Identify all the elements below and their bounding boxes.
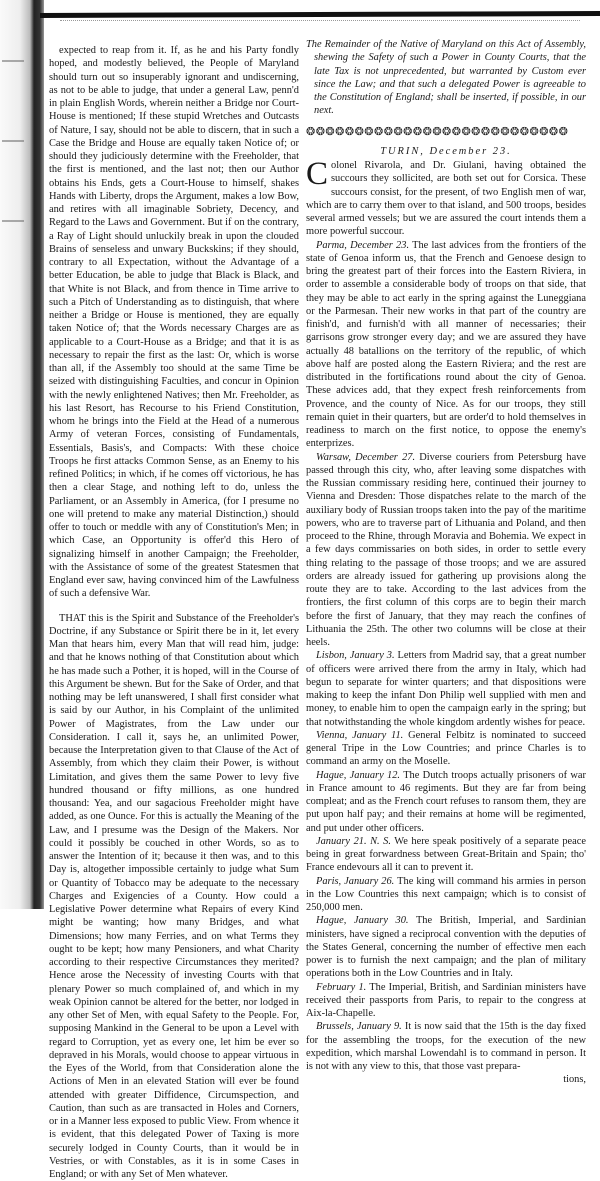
news-item: [306, 981, 586, 1021]
previous-page-fragment: [2, 60, 24, 62]
news-item: [306, 729, 586, 769]
top-border-rule: [40, 11, 600, 18]
news-dateline: January 21. N. S.: [316, 836, 391, 847]
news-item: [306, 239, 586, 451]
news-dateline: February 1.: [316, 982, 366, 993]
previous-page-fragment: [2, 220, 24, 222]
news-item: [306, 835, 586, 875]
news-body: General Felbitz is nominated to succeed general Tripe in the Low Countries; and prince Charles is to command an army on the Moselle.: [306, 730, 586, 768]
news-dateline: Warsaw, December 27.: [316, 452, 415, 463]
news-item-turin: [306, 159, 586, 239]
news-item: [306, 769, 586, 835]
news-dateline: Hague, January 12.: [316, 770, 400, 781]
news-body: The Dutch troops actually prisoners of war in France amount to 46 regiments. But they are far from being compleat; and as the French court refuses to ransom them, they are put upon half pay; and their remains at home will be regimented, and put under other officers.: [306, 770, 586, 834]
news-body: Diverse couriers from Petersburg have passed through this city, who, after leaving some dispatches with the Russian commissary residing here, continued their journey to Vienna and Dresden: Those dispatches relate to the march of the auxiliary body of Russian troops taken into the pay of the maritime powers, who are to traverse part of Lithuania and Poland, and then proceed to the Rhine, through Moravia and Bohemia. We expect in a few days commissaries on both sides, in order to settle every thing relating to the passage of those troops; and we are assured orders are already issued for gathering up provisions along the route they are to take. According to the last advices from the frontiers, the first column of this corps are to begin their march before the first of January, that they may reach the confines of Lithuania the 25th. The other two columns will be close at their heels.: [306, 452, 586, 649]
news-heading: TURIN, December 23.: [306, 145, 586, 158]
ornamental-divider: ❂❂❂❂❂❂❂❂❂❂❂❂❂❂❂❂❂❂❂❂❂❂❂❂❂❂❂: [306, 126, 586, 139]
news-item: [306, 451, 586, 650]
news-body: Letters from Madrid say, that a great number of officers were arrived there from the army in Italy, which had begun to separate for winter quarters; and that dispositions were making to keep the infant Don Philip well supplied with men and money, to enable him to open the campaign early in the spring; but that notwithstanding the whole kingdom ardently wishes for peace.: [306, 650, 586, 727]
essay-paragraph: THAT this is the Spirit and Substance of the Freeholder's Doctrine, if any Substance or Spirit there be in it, let every Man that hears him, every Man that will read him, judge: and that he knows nothing of that Constitution about which he has made such a Pother, it is hoped, will in the Course of this Argument be shewn. But for the Sake of Order, and that nothing may be left unanswered, I shall first consider what is said by our Author, in his Complaint of the unlimited Power of Magistrates, from the Law under our Consideration. I call it, says he, an unlimited Power, because the Interpretation given to that Clause of the Act of Assembly, from which they claim their Power, is without Limitation, and gives them the same Power to levy five hundred thousand or fifty millions, as one hundred thousand: Yea, and our sagacious Freeholder might have added, as one Ounce. For this is actually the Meaning of the Law, and I presume was the Design of the Makers. Nor could it possibly be couched in other Words, so as to answer the Intention of it; because it then was, and to this Day is, altogether impossible certainly to judge what Sum or Quantity of Tobacco may be adequate to the necessary Charges and Exigencies of a County. How could a Legislative Power determine what Repairs of every Kind might be wanting; how many Bridges, and what Dimensions; how many Ferries, and on what Terms they ought to be kept; how many Pensioners, and what Charity according to their respective Circumstances they merited? Hence arose the Necessity of investing Courts with that plenary Power so much complained of, and which in my weak Opinion cannot be altered for the better, nor lodged in any other Set of Men, with equal Safety to the People. For, supposing Mankind in the General to be upon a Level with regard to Corruption, yet as every one, let him be ever so depraved in his Morals, would choose to appear virtuous in the Eyes of the World, from that Consideration alone the Actions of Men in an elevated Station will ever be found attended with greater Diffidence, Circumspection, and Caution, than such as are transacted in Holes and Corners, or in a Manner less exposed to public View. From whence it is evident, that this delegated Power of Taxing is more securely lodged in County Courts, than it would be in Vestries, or with Constables, as it is in some Cases in England; or with any Set of Men whatever.: [49, 612, 299, 1181]
news-body: We here speak positively of a separate peace being in great forwardness between Great-Britain and Spain; tho' France endevours all it can to prevent it.: [306, 836, 586, 874]
editor-note: The Remainder of the Native of Maryland on this Act of Assembly, shewing the Safety of such a Power in County Courts, that the late Tax is not unprecedented, but warranted by Custom ever since the Law; and that such a delegated Power is agreeable to the Constitution of England; shall be inserted, if possible, in our next.: [306, 38, 586, 118]
right-column: [306, 38, 586, 1087]
catchword: tions,: [306, 1073, 586, 1086]
news-body: The Imperial, British, and Sardinian ministers have received their passports from Paris, to repair to the congress at Aix-la-Chapelle.: [306, 982, 586, 1020]
news-body: The king will command his armies in person in the Low Countries this next campaign; which is to consist of 250,000 men.: [306, 876, 586, 914]
drop-cap: C: [306, 160, 328, 188]
news-item: [306, 1020, 586, 1073]
news-dateline: Hague, January 30.: [316, 915, 409, 926]
news-dateline: Vienna, January 11.: [316, 730, 403, 741]
scan-noise: [60, 20, 580, 27]
news-body: olonel Rivarola, and Dr. Giulani, having obtained the succours they sollicited, are both set out for Corsica. These succours consist, for the present, of two English men of war, which are to carry them over to that island, and 500 troops, besides several armed vessels; but we are assured the court intends them a more powerful succour.: [306, 160, 586, 237]
news-body: The last advices from the frontiers of the state of Genoa inform us, that the French and Genoese design to bring the greatest part of their forces into the Eastern Riviera, in order to assemble a considerable body of troops on that side, that they may be able to act early in the spring against the Luneggiana or the Parmesan. Their new works in that part of the country are finish'd, and furnish'd with all manner of necessaries; their garrisons grow stronger every day; and we are assured they have actually 48 batallions on the territory of the republic, of which above half are posted along the Eastern Riviera; and the rest are distributed in the fortifications round about the city of Genoa. These advices add, that they expect fresh reinforcements from Provence, and the county of Nice. As for our troops, they still remain quiet in their quarters, but are order'd to hold themselves in readiness to march on the first notice, to oppose the enemy's enterprizes.: [306, 240, 586, 450]
essay-paragraph: expected to reap from it. If, as he and his Party fondly hoped, and modestly believed, the People of Maryland should turn out so insuperably ignorant and undiscerning, as not to be able to judge, that under a general Law, penn'd in plain English Words, wherein neither a Bridge nor Court-House is mentioned; If these stupid Wretches and Outcasts of Nature, I say, should not be able to discern, that in such a Case the Bridge and House are equally taken Notice of; or should they judiciously determine with the Freeholder, that the first is mentioned, and the last not; then our Author obtains his Ends, gets a Court-House to himself, shakes Hands with Liberty, drops the Argument, makes a low Bow, and retires with all imaginable Sobriety, Decency, and Regard to the Laws and Government. But if on the contrary, a Ray of Light should unluckily break in upon the clouded Brains of senseless and unwary Buckskins; if they should, contrary to all Expectation, without the Advantage of a better Education, be able to judge that Black is Black, and that White is not Black, and from thence in Time arrive to such a Pitch of Understanding as to distinguish, that where neither a Bridge or House is mentioned, they are equally taken Notice of; that the Words necessary Charges are as applicable to a Court-House as a Bridge; and that it is as necessary to repair the first as the last: Or, which is worse than all, if the Assembly too should at the same Time be seized with distinguishing Faculties, and concur in Opinion with the newly enlightened Natives; then Mr. Freeholder, as his last Resort, has Recourse to his Friend Constitution, whom he brings into the Field at the Head of a numerous Army of veteran Forces, consisting of Fundamentals, Essentials, Basis's, and Compacts: With these choice Troops he first attacks Common Sense, as an Enemy to his refined Politics; in which, if he comes off victorious, he has then a clear Stage, and nothing left to do, unless the Parliament, or an Assembly in America, (for I presume no one will pretend to make any material Distinction,) should offer to touch or meddle with any of Constitution's Men; in which Case, an Opportunity is offer'd this Hero of signalizing himself in another Campaign; the Freeholder, with the Assistance of some of the greatest Statesmen that England ever saw, having convinced him of the Lawfulness of such a defensive War.: [49, 44, 299, 601]
news-item: [306, 649, 586, 729]
news-item: [306, 914, 586, 980]
news-body: It is now said that the 15th is the day fixed for the assembling the troops, for the execution of the new expedition, which marshal Lowendahl is to command in person. It is not with any view to this, that those vast prepara-: [306, 1021, 586, 1072]
news-dateline: Brussels, January 9.: [316, 1021, 402, 1032]
left-column: [49, 44, 299, 1181]
news-item: [306, 875, 586, 915]
news-dateline: Parma, December 23.: [316, 240, 409, 251]
previous-page-fragment: [2, 140, 24, 142]
news-body: The British, Imperial, and Sardinian ministers, have signed a reciprocal convention with the deputies of the States General, concerning the number of effective men each power is to furnish the next campaign; and the plan of military operations both in the Low Countries and in Italy.: [306, 915, 586, 979]
news-list: [306, 239, 586, 1074]
news-dateline: Lisbon, January 3.: [316, 650, 395, 661]
page-binding-gutter: [0, 0, 44, 909]
news-dateline: Paris, January 26.: [316, 876, 394, 887]
